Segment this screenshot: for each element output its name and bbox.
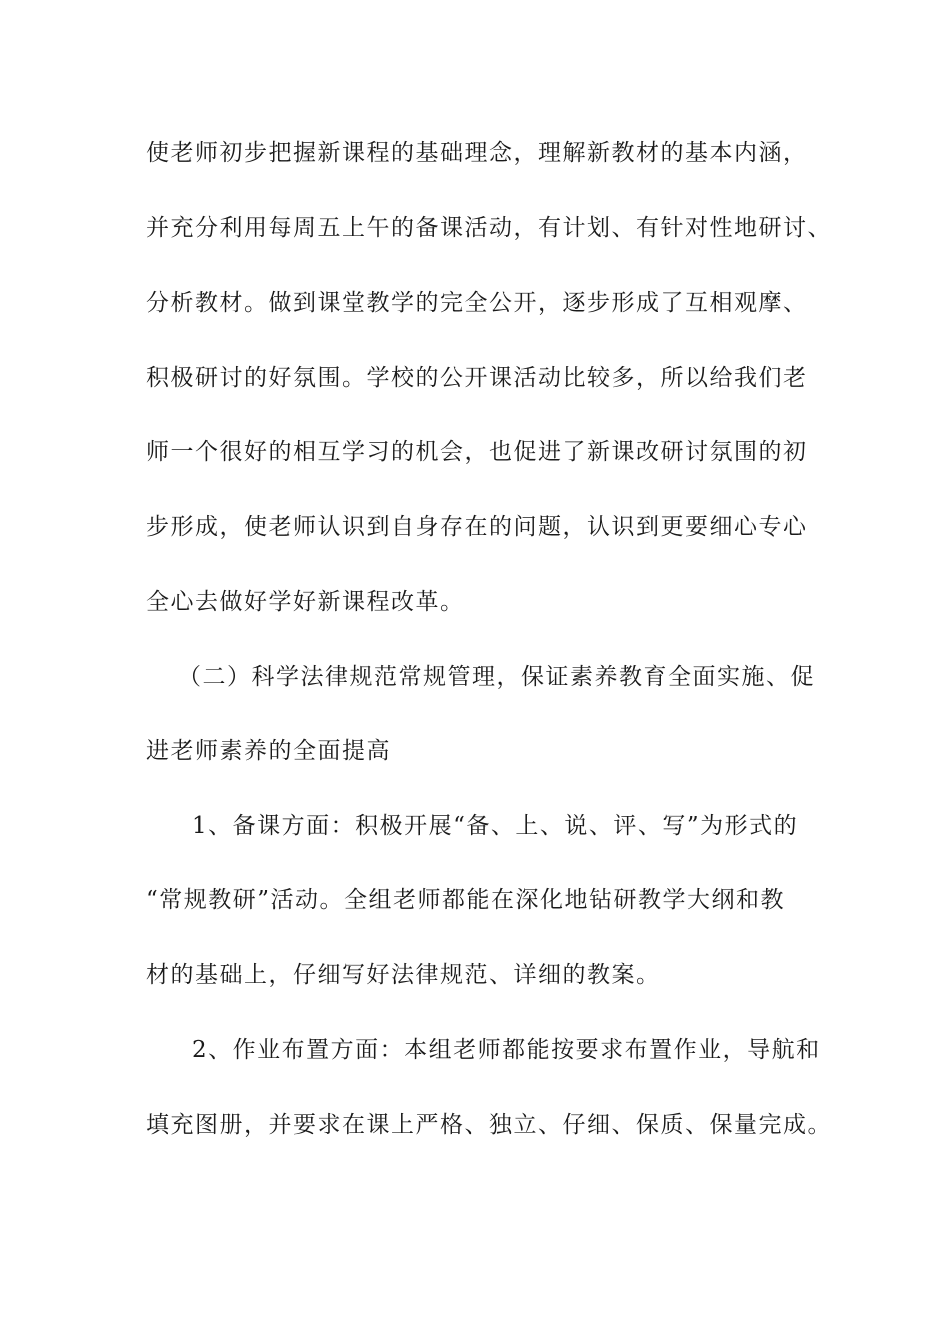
paragraph-line: 并充分利用每周五上午的备课活动，有计划、有针对性地研讨、: [146, 215, 832, 241]
paragraph-line: 全心去做好学好新课程改革。: [146, 589, 465, 615]
paragraph-line: 1、备课方面：积极开展“备、上、说、评、写”为形式的: [192, 813, 799, 839]
paragraph-line: 分析教材。做到课堂教学的完全公开，逐步形成了互相观摩、: [146, 290, 808, 316]
paragraph-line: 步形成，使老师认识到自身存在的问题，认识到更要细心专心: [146, 514, 808, 540]
paragraph-line: 积极研讨的好氛围。学校的公开课活动比较多，所以给我们老: [146, 365, 808, 391]
paragraph-line: 材的基础上，仔细写好法律规范、详细的教案。: [146, 962, 661, 988]
section-heading-line: （二）科学法律规范常规管理，保证素养教育全面实施、促: [178, 664, 815, 690]
paragraph-line: 填充图册，并要求在课上严格、独立、仔细、保质、保量完成。: [146, 1112, 832, 1138]
paragraph-line: “常规教研”活动。全组老师都能在深化地钻研教学大纲和教: [146, 887, 786, 913]
paragraph-line: 使老师初步把握新课程的基础理念，理解新教材的基本内涵，: [146, 140, 808, 166]
section-heading-line: 进老师素养的全面提高: [146, 738, 391, 764]
paragraph-line: 师一个很好的相互学习的机会，也促进了新课改研讨氛围的初: [146, 439, 808, 465]
paragraph-line: 2、作业布置方面：本组老师都能按要求布置作业，导航和: [192, 1037, 821, 1063]
